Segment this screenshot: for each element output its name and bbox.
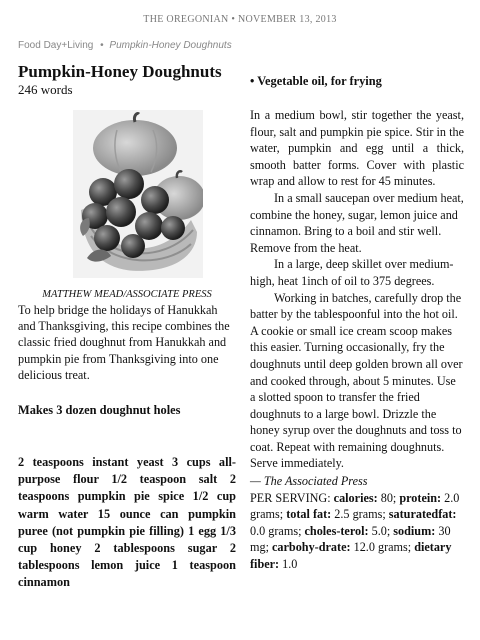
nutrition-label: calories: — [333, 490, 378, 505]
intro-paragraph: To help bridge the holidays of Hanukkah and Thanksgiving, this recipe combines the classic fried doughnut from Hanukkah and pumpkin pie from Thanksgiving into one delicious treat. — [18, 303, 230, 382]
breadcrumb-current: Pumpkin-Honey Doughnuts — [109, 40, 232, 51]
instruction-step: In a small saucepan over medium heat, combine the honey, sugar, lemon juice and cinnamon. Bring to a boil and stir well. Remove from the heat. — [250, 190, 464, 255]
doughnut-photo — [73, 110, 203, 278]
nutrition-value: 2.0 grams; — [250, 490, 460, 522]
nutrition-info — [250, 490, 464, 573]
instruction-step: Working in batches, carefully drop the batter by the tablespoonful into the hot oil. A cookie or small ice cream scoop makes this easier. Turning occasionally, fry the doughnuts until deep golden brown all over and cooked through, about 5 minutes. Use a slotted spoon to transfer the fried doughnuts to a large bowl. Drizzle the honey syrup over the doughnuts and toss to coat. Repeat with remaining doughnuts. Serve immediately. — [250, 290, 463, 471]
nutrition-label: saturatedfat: — [388, 507, 457, 522]
nutrition-value: 30 mg; — [250, 523, 451, 555]
nutrition-label: dietary fiber: — [250, 540, 452, 572]
instruction-step: In a medium bowl, stir together the yeast, flour, salt and pumpkin pie spice. Stir in the water, pumpkin and egg until a thick, smooth batter forms. Cover with plastic wrap and allow to rest for 45 minutes. — [250, 108, 464, 189]
nutrition-label: protein: — [399, 490, 442, 505]
nutrition-value: 80; — [377, 490, 400, 505]
nutrition-lead: PER SERVING: — [250, 490, 334, 505]
nutrition-label: total fat: — [286, 507, 332, 522]
instruction-step: In a large, deep skillet over medium-high, heat 1inch of oil to 375 degrees. — [250, 257, 454, 288]
breadcrumb-separator: • — [100, 40, 104, 51]
nutrition-value: 12.0 grams; — [350, 540, 415, 555]
ingredients-list: 2 teaspoons instant yeast 3 cups all-purpose flour 1/2 teaspoon salt 2 teaspoons pumpkin pie spice 1/2 cup warm water 15 ounce can pumpkin puree (not pumpkin pie filling) 1 egg 1/3 cup honey 2 tablespoons sugar 2 tablespoons lemon juice 1 teaspoon cinnamon — [18, 455, 236, 590]
nutrition-value: 1.0 — [279, 557, 298, 572]
ingredient-vegetable-oil: • Vegetable oil, for frying — [250, 74, 382, 88]
breadcrumb-section-link[interactable]: Food Day+Living — [18, 40, 94, 51]
right-column — [250, 74, 464, 573]
nutrition-value: 5.0; — [368, 523, 394, 538]
nutrition-label: choles-terol: — [304, 523, 369, 538]
article-title: Pumpkin-Honey Doughnuts — [18, 62, 222, 81]
masthead: THE OREGONIAN • NOVEMBER 13, 2013 — [143, 14, 337, 25]
word-count: 246 words — [18, 82, 73, 97]
recipe-yield: Makes 3 dozen doughnut holes — [18, 403, 181, 418]
nutrition-label: sodium: — [393, 523, 436, 538]
breadcrumb — [18, 40, 232, 51]
photo-credit: MATTHEW MEAD/ASSOCIATE PRESS — [42, 289, 212, 300]
nutrition-value: 2.5 grams; — [331, 507, 389, 522]
nutrition-label: carbohy-drate: — [272, 540, 351, 555]
left-column — [18, 62, 236, 592]
article-signoff: — The Associated Press — [250, 474, 368, 489]
nutrition-value: 0.0 grams; — [250, 523, 305, 538]
